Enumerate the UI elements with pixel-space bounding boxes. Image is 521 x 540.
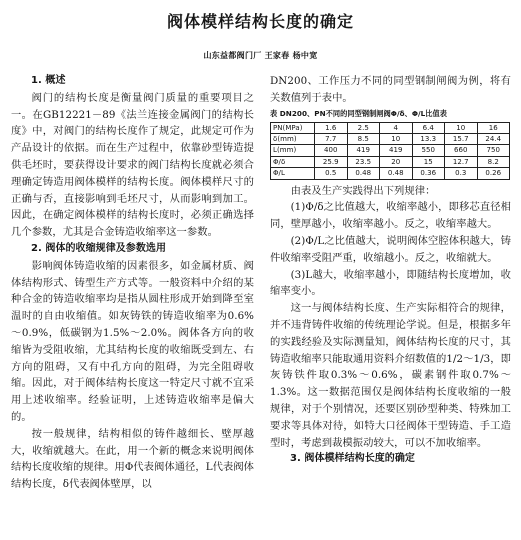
table-row: [271, 134, 510, 145]
table-row: [271, 168, 510, 179]
table-cell: 1.6: [315, 122, 348, 133]
table-row-header: L(mm): [271, 145, 315, 156]
table-cell: 6.4: [412, 122, 445, 133]
section-1-heading: 1. 概述: [31, 75, 66, 86]
table-cell: 750: [477, 145, 510, 156]
table-cell: 23.5: [347, 156, 380, 167]
table-cell: 24.4: [477, 134, 510, 145]
law-paragraph: 由表及生产实践得出下列规律：: [290, 184, 436, 197]
table-cell: 16: [477, 122, 510, 133]
table-cell: 20: [380, 156, 413, 167]
table-cell: 660: [445, 145, 478, 156]
table-cell: 15: [412, 156, 445, 167]
table-caption: 表 DN200、PN不同的同型钢制闸阀Φ/δ、Φ/L比值表: [270, 108, 448, 118]
left-column: [11, 73, 254, 493]
table-row-header: Φ/δ: [271, 156, 315, 167]
table-cell: 0.48: [380, 168, 413, 179]
rule-1-paragraph: (1)Φ/δ之比值越大，收缩率越小，即移芯直径相同，壁厚越小，收缩率越小。反之，收缩率越大。: [270, 201, 511, 231]
table-row-header: Φ/L: [271, 168, 315, 179]
table-cell: 10: [445, 122, 478, 133]
table-cell: 10: [380, 134, 413, 145]
intro-paragraph: DN200、工作压力不同的同型钢制闸阀为例，将有关数值列于表中。: [270, 75, 511, 104]
table-row-header: δ(mm): [271, 134, 315, 145]
section-2-heading: 2. 阀体的收缩规律及参数选用: [31, 242, 166, 254]
table-cell: 4: [380, 122, 413, 133]
table-cell: 7.7: [315, 134, 348, 145]
authors-line: 山东益都阀门厂 王家春 杨中宽: [203, 51, 318, 60]
table-cell: 13.3: [412, 134, 445, 145]
right-column: [270, 73, 511, 468]
table-cell: 12.7: [445, 156, 478, 167]
table-cell: 550: [412, 145, 445, 156]
table-cell: 15.7: [445, 134, 478, 145]
table-cell: 400: [315, 145, 348, 156]
table-cell: 0.5: [315, 168, 348, 179]
theory-paragraph: 这一与阀体结构长度、生产实际相符合的规律，并不违背铸件收缩的传统理论学说。但是，根据多年的实践经验及实际测量知，阀体结构长度的尺寸，其铸造收缩率只能取通用资料介绍数值的1/2～1/3，即灰铸铁件取0.3%～0.6%，碳素钢件取0.7%～1.3%。这一数据范围仅是阀体结构长度收缩的一般规律，对于个别情况，还要区别砂型种类、特殊加工要求等具体对待，如特大口径阀体干型铸造、手工造型时，考虑到裁模振动较大，可以不加收缩率。: [270, 302, 511, 449]
table-cell: 0.26: [477, 168, 510, 179]
table-cell: 419: [380, 145, 413, 156]
table-cell: 0.36: [412, 168, 445, 179]
table-cell: 419: [347, 145, 380, 156]
table-cell: 2.5: [347, 122, 380, 133]
table-cell: 25.9: [315, 156, 348, 167]
table-cell: 8.2: [477, 156, 510, 167]
section-2-paragraph-2: 按一般规律，结构相似的铸件越细长、壁厚越大，收缩就越大。在此，用一个新的概念来说明阀体结构长度收缩的规律。用Φ代表阀体通径，L代表阀体结构长度，δ代表阀体壁厚，以: [11, 427, 255, 491]
table-row: [271, 145, 510, 156]
table-row-header: PN(MPa): [271, 122, 315, 133]
table-row: [271, 122, 510, 133]
section-2-paragraph-1: 影响阀体铸造收缩的因素很多，如金属材质、阀体结构形式、铸型生产方式等。一般资料中介绍的某种合金的铸造收缩率均是指从圆柱形成开始到降至室温时的自由收缩值。如灰铸铁的铸造收缩率为0.6%～0.9%，低碳钢为1.5%～2.0%。阀体各方向的收缩皆为受阻收缩，尤其结构长度的收缩既受到左、右方向的阻碍，又有中孔方向的阻碍，为完全阻碍收缩。因此，对于阀体结构长度这一特定尺寸就不宜采用上述收缩率。经验证明，上述铸造收缩率是偏大的。: [11, 259, 254, 423]
table-cell: 0.48: [347, 168, 380, 179]
article-title: 阀体模样结构长度的确定: [166, 12, 354, 31]
rule-2-paragraph: (2)Φ/L之比值越大，说明阀体空腔体积越大，铸件收缩率受阻严重，收缩越小。反之，收缩就大。: [270, 235, 511, 264]
table-cell: 0.3: [445, 168, 478, 179]
section-1-paragraph: 阀门的结构长度是衡量阀门质量的重要项目之一。在GB12221－89《法兰连接金属阀门的结构长度》中，对阀门的结构长度作了规定，此规定可作为产品设计的依据。而在生产过程中，依靠砂型铸造提供毛坯时，要获得设计要求的阀门结构长度就必须合理确定铸造用阀体模样的结构长度。阀体模样尺寸的正确与否，直接影响到毛坯尺寸，从而影响到加工。因此，在确定阀体模样的结构长度时，必须正确选择几个参数，尤其是合金铸造收缩率这一参数。: [11, 91, 254, 239]
ratio-table: [270, 122, 510, 180]
table-row: [271, 156, 510, 167]
rule-3-paragraph: (3)L越大，收缩率越小，即随结构长度增加，收缩率变小。: [270, 268, 511, 298]
section-3-heading: 3. 阀体模样结构长度的确定: [290, 453, 415, 465]
table-cell: 8.5: [347, 134, 380, 145]
